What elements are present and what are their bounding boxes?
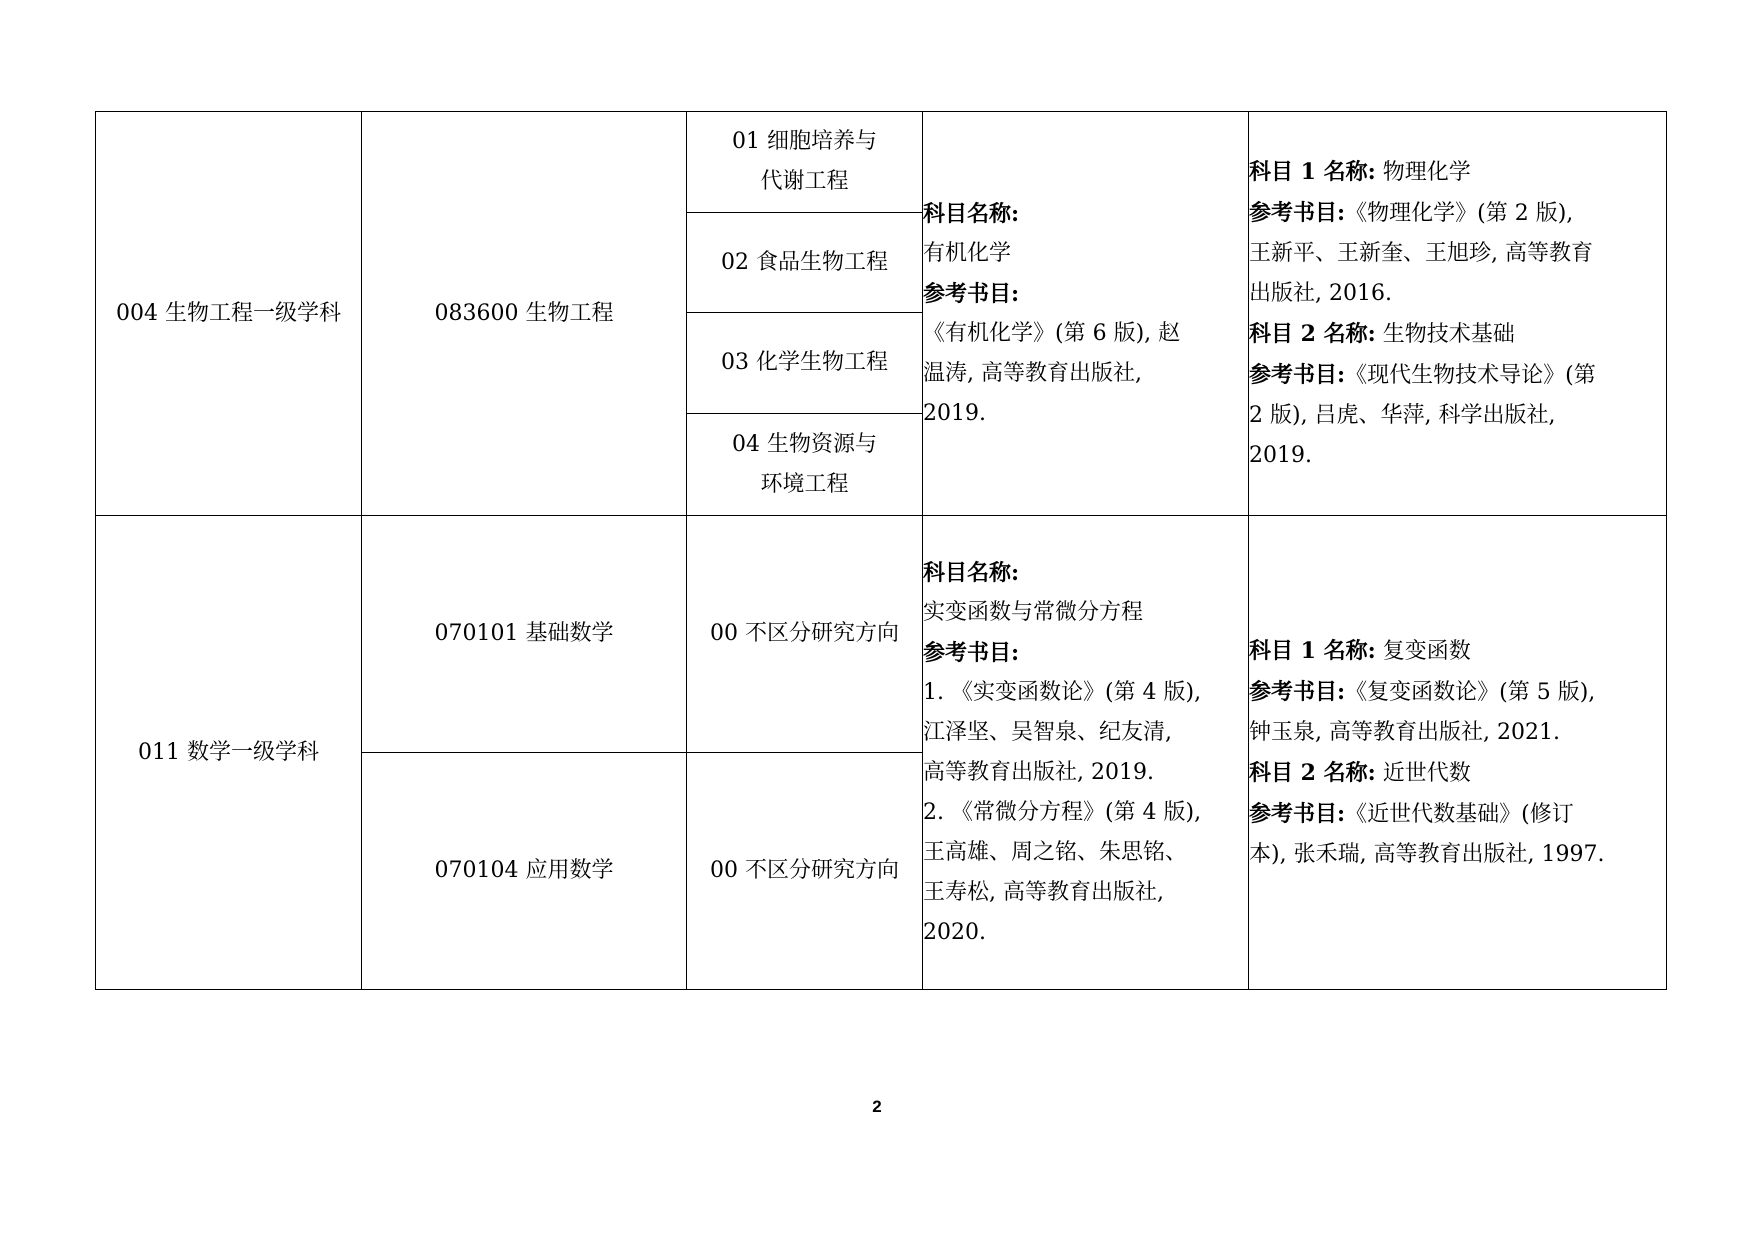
direction-cell: 02 食品生物工程: [687, 213, 923, 313]
major-cell: 083600 生物工程: [362, 112, 687, 516]
page-number: 2: [872, 1097, 882, 1116]
direction-cell: 00 不区分研究方向: [687, 516, 923, 753]
reference-1: [1249, 193, 1666, 234]
reference-line: 2020.: [923, 919, 986, 945]
subject-1-name: 复变函数: [1375, 638, 1471, 664]
direction-cell: [687, 414, 923, 516]
table-row: [96, 112, 1667, 213]
direction-cell: 00 不区分研究方向: [687, 753, 923, 990]
direction-line: 代谢工程: [760, 169, 849, 194]
reference-label: 参考书目:: [923, 639, 1020, 666]
direction-line: 04 生物资源与: [732, 431, 877, 457]
reference-1: [1249, 672, 1666, 713]
subject-1-label: 科目 1 名称:: [1249, 637, 1376, 664]
reference-line: 《复变函数论》(第 5 版),: [1345, 679, 1596, 705]
reference-label: 参考书目:: [1249, 199, 1346, 226]
direction-cell: [687, 112, 923, 213]
college-cell: 011 数学一级学科: [96, 516, 362, 990]
reference-line: 2. 《常微分方程》(第 4 版),: [923, 799, 1202, 825]
major-cell: 070101 基础数学: [362, 516, 687, 753]
reference-line: 高等教育出版社, 2019.: [923, 759, 1154, 785]
exam-subject-cell: [923, 516, 1249, 990]
reference-2: [1249, 355, 1666, 396]
subject-label: 科目名称:: [923, 200, 1020, 227]
reference-line: 《现代生物技术导论》(第: [1345, 362, 1596, 388]
subject-name: 实变函数与常微分方程: [923, 599, 1144, 625]
subject-name: 有机化学: [923, 240, 1012, 266]
reference-line: 王新平、王新奎、王旭珍, 高等教育: [1249, 240, 1593, 266]
reference-line: 王高雄、周之铭、朱思铭、: [923, 839, 1188, 865]
retest-subject-1: [1249, 152, 1666, 193]
reference-line: 2019.: [1249, 442, 1312, 468]
subject-2-label: 科目 2 名称:: [1249, 759, 1376, 786]
reference-line: 钟玉泉, 高等教育出版社, 2021.: [1249, 719, 1560, 745]
reference-line: 1. 《实变函数论》(第 4 版),: [923, 679, 1202, 705]
reference-label: 参考书目:: [1249, 678, 1346, 705]
subject-label: 科目名称:: [923, 559, 1020, 586]
exam-subject-cell: [923, 112, 1249, 516]
program-table: [95, 111, 1667, 990]
subject-2-name: 生物技术基础: [1375, 321, 1515, 347]
direction-line: 01 细胞培养与: [732, 129, 877, 154]
subject-1-name: 物理化学: [1375, 159, 1471, 185]
reference-2: [1249, 794, 1666, 835]
reference-label: 参考书目:: [1249, 800, 1346, 827]
reference-line: 2 版), 吕虎、华萍, 科学出版社,: [1249, 402, 1556, 428]
reference-line: 2019.: [923, 400, 986, 426]
table-row: [96, 516, 1667, 753]
subject-1-label: 科目 1 名称:: [1249, 158, 1376, 185]
reference-line: 出版社, 2016.: [1249, 280, 1392, 306]
direction-line: 环境工程: [760, 471, 849, 497]
reference-label: 参考书目:: [1249, 361, 1346, 388]
reference-line: 温涛, 高等教育出版社,: [923, 360, 1142, 386]
subject-2-name: 近世代数: [1375, 760, 1471, 786]
major-cell: 070104 应用数学: [362, 753, 687, 990]
retest-subject-2: [1249, 753, 1666, 794]
retest-subject-cell: [1249, 112, 1667, 516]
reference-line: 《有机化学》(第 6 版), 赵: [923, 320, 1181, 346]
reference-line: 江泽坚、吴智泉、纪友清,: [923, 719, 1172, 745]
retest-subject-2: [1249, 314, 1666, 355]
retest-subject-1: [1249, 631, 1666, 672]
reference-line: 《近世代数基础》(修订: [1345, 801, 1574, 827]
college-cell: 004 生物工程一级学科: [96, 112, 362, 516]
reference-label: 参考书目:: [923, 280, 1020, 307]
reference-line: 本), 张禾瑞, 高等教育出版社, 1997.: [1249, 841, 1605, 867]
retest-subject-cell: [1249, 516, 1667, 990]
direction-cell: 03 化学生物工程: [687, 313, 923, 414]
reference-line: 《物理化学》(第 2 版),: [1345, 200, 1574, 226]
subject-2-label: 科目 2 名称:: [1249, 320, 1376, 347]
reference-line: 王寿松, 高等教育出版社,: [923, 879, 1164, 905]
